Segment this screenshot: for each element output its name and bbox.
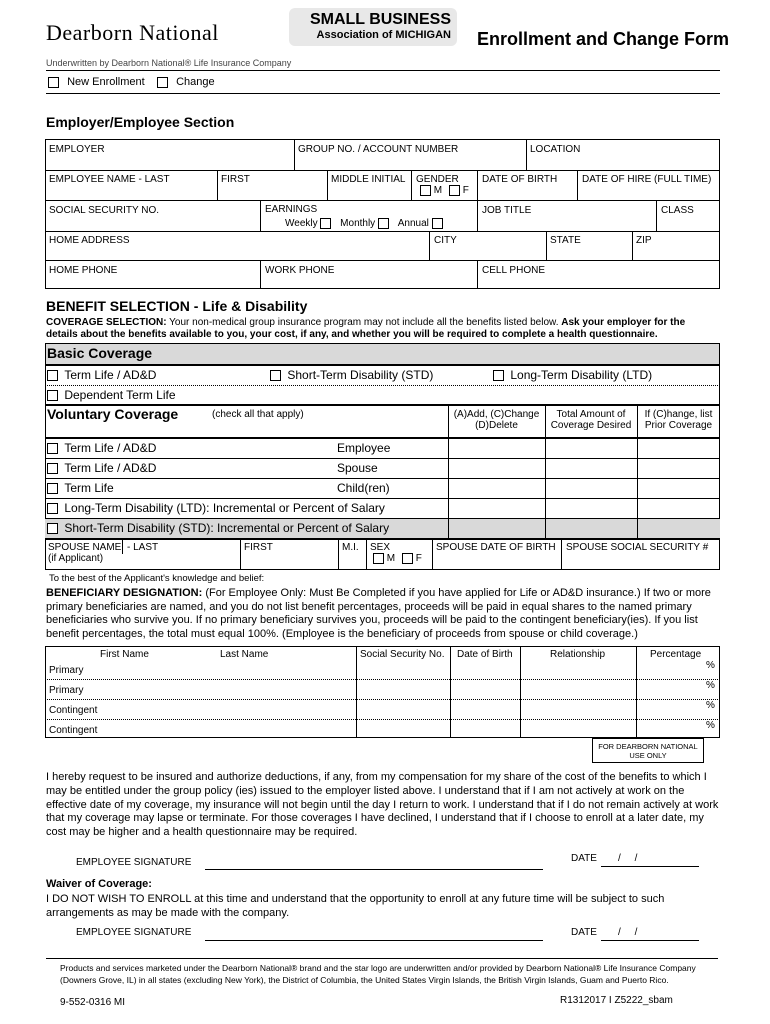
gender-f-label: F <box>462 185 469 197</box>
vol-row-children[interactable] <box>47 481 114 495</box>
logo-text: Dearborn National <box>46 20 219 45</box>
date-line[interactable] <box>601 866 699 867</box>
col-add-line1: (A)Add, (C)Change <box>453 409 540 420</box>
sbam-line2: Association of MICHIGAN <box>316 29 451 41</box>
basic-ltd-label: Long-Term Disability (LTD) <box>510 368 653 382</box>
col-if-header <box>637 409 720 431</box>
footer-text: Products and services marketed under the Dearborn National® brand and the star logo are underwritten and/or provided by Dearborn National® Life Insurance Company (Downers Grove, IL) in all states (excluding New York), the District of Columbia, the United States Virgin Islands, the British Virgin Islands, Guam and Puerto Rico. <box>60 963 696 985</box>
spouse-sex-label: SEX <box>370 542 391 553</box>
ben-header-last: Last Name <box>220 649 269 660</box>
weekly-label: Weekly <box>285 218 318 230</box>
beneficiary-label: BENEFICIARY DESIGNATION: <box>46 587 203 599</box>
ben-header-first: First Name <box>100 649 149 660</box>
underwritten-line: Underwritten by Dearborn National® Life Insurance Company <box>46 58 292 68</box>
weekly-checkbox[interactable] <box>320 218 331 229</box>
basic-ltd-checkbox[interactable] <box>493 370 504 381</box>
voluntary-title: Voluntary Coverage <box>47 406 179 422</box>
vol-children-label: Term Life <box>64 481 114 495</box>
sbam-line1: SMALL BUSINESS <box>309 11 451 28</box>
annual-label: Annual <box>397 218 429 230</box>
dn-use-line1: FOR DEARBORN NATIONAL <box>598 742 698 751</box>
change-checkbox[interactable] <box>157 77 168 88</box>
monthly-checkbox[interactable] <box>378 218 389 229</box>
vol-row-spouse[interactable] <box>47 461 156 475</box>
employee-signature-label: EMPLOYEE SIGNATURE <box>76 857 192 868</box>
ben-row-3-label[interactable]: Contingent <box>49 705 98 716</box>
basic-term-life-option[interactable] <box>47 368 156 382</box>
coverage-label: COVERAGE SELECTION: <box>46 317 167 328</box>
employer-field[interactable]: EMPLOYER <box>49 144 105 155</box>
dn-use-only-box <box>592 738 704 763</box>
waiver-date-label: DATE <box>571 927 597 938</box>
ben-header-ssn: Social Security No. <box>360 649 445 660</box>
change-option[interactable] <box>157 76 215 88</box>
col-if-line2: Prior Coverage <box>644 420 713 431</box>
doh-field[interactable]: DATE OF HIRE (FULL TIME) <box>582 174 712 185</box>
basic-coverage-title: Basic Coverage <box>47 345 153 361</box>
employer-section-title: Employer/Employee Section <box>46 114 235 130</box>
beneficiary-text <box>46 587 718 641</box>
waiver-title: Waiver of Coverage: <box>46 878 152 890</box>
location-field[interactable]: LOCATION <box>530 144 581 155</box>
date-label: DATE <box>571 853 597 864</box>
earnings-frequency <box>285 218 443 229</box>
gender-options <box>420 185 469 196</box>
benefit-title: BENEFIT SELECTION - Life & Disability <box>46 298 308 314</box>
basic-term-life-label: Term Life / AD&D <box>64 368 157 382</box>
vol-children-checkbox[interactable] <box>47 483 58 494</box>
new-enrollment-option[interactable] <box>48 76 145 88</box>
spouse-last-label: - LAST <box>127 542 159 553</box>
ben-row-3-pct: % <box>706 700 715 711</box>
col-add-header <box>448 409 545 431</box>
col-total-header <box>545 409 637 431</box>
gender-m-checkbox[interactable] <box>420 185 431 196</box>
ben-header-relationship: Relationship <box>550 649 606 660</box>
new-enrollment-checkbox[interactable] <box>48 77 59 88</box>
ben-row-2-pct: % <box>706 680 715 691</box>
col-total-line2: Coverage Desired <box>550 420 632 431</box>
monthly-label: Monthly <box>340 218 376 230</box>
vol-row-std[interactable] <box>47 521 389 535</box>
zip-field[interactable]: ZIP <box>636 235 652 246</box>
beneficiary-body: (For Employee Only: Must Be Completed if you have applied for Life or AD&D insurance.) If two or more primary beneficiaries are named, and you do not list benefit percentages, proceeds will be paid in equal shares to the named primary beneficiaries who survive you. If no primary beneficiary survives you, proceeds will be paid to the contingent beneficiary(ies). If you list benefit percentages, the total must equal 100%. (Employee is the beneficiary of proceeds from spouse or child coverage.) <box>46 587 711 640</box>
ben-row-1-label[interactable]: Primary <box>49 665 84 676</box>
ssn-field[interactable]: SOCIAL SECURITY NO. <box>49 205 160 216</box>
home-address-field[interactable]: HOME ADDRESS <box>49 235 130 246</box>
ben-row-2-label[interactable]: Primary <box>49 685 84 696</box>
employee-last-field[interactable]: EMPLOYEE NAME - LAST <box>49 174 170 185</box>
dn-use-line2: USE ONLY <box>629 751 667 760</box>
basic-ltd-option[interactable] <box>493 368 652 382</box>
vol-std-checkbox[interactable] <box>47 523 58 534</box>
vol-ltd-label: Long-Term Disability (LTD): Incremental or Percent of Salary <box>64 501 385 515</box>
vol-spouse-who: Spouse <box>337 461 378 475</box>
waiver-signature-label: EMPLOYEE SIGNATURE <box>76 927 192 938</box>
vol-row-ltd[interactable] <box>47 501 385 515</box>
cell-phone-field[interactable]: CELL PHONE <box>482 265 545 276</box>
waiver-text: I DO NOT WISH TO ENROLL at this time and understand that the opportunity to enroll at any future time will be subject to such arrangements as may be made with the company. <box>46 893 665 919</box>
waiver-date-line[interactable] <box>601 940 699 941</box>
col-add-line2: (D)Delete <box>475 420 518 431</box>
job-title-field[interactable]: JOB TITLE <box>482 205 532 216</box>
basic-dep-term-option[interactable] <box>47 388 176 402</box>
ben-row-1-pct: % <box>706 660 715 671</box>
spouse-f-label: F <box>415 553 422 565</box>
authorization-text: I hereby request to be insured and authorize deductions, if any, from my compensation for my share of the cost of the benefits to which I may be entitled under the group policy (ies) issued to the employer listed above. I understand that if I am not actively at work on the effective date of my coverage, my insurance will not begin until the day I return to work. I understand that if I do not remain actively at work that my coverage may lapse or terminate. For those coverages I have declined, I understand that if I choose to enroll at a later date, my cost may be higher and a health questionnaire may be required. <box>46 771 719 839</box>
form-title: Enrollment and Change Form <box>477 29 730 49</box>
spouse-sex-options <box>373 553 422 564</box>
basic-std-label: Short-Term Disability (STD) <box>287 368 434 382</box>
vol-ltd-checkbox[interactable] <box>47 503 58 514</box>
vol-children-who: Child(ren) <box>337 481 390 495</box>
group-no-field[interactable]: GROUP NO. / ACCOUNT NUMBER <box>298 144 459 155</box>
col-if-line1: If (C)hange, list <box>644 409 713 420</box>
gender-m-label: M <box>433 185 443 197</box>
vol-employee-label: Term Life / AD&D <box>64 441 157 455</box>
ben-row-4-pct: % <box>706 720 715 731</box>
class-field[interactable]: CLASS <box>661 205 694 216</box>
check-all-label: (check all that apply) <box>212 409 304 420</box>
home-phone-field[interactable]: HOME PHONE <box>49 265 118 276</box>
first-name-field[interactable]: FIRST <box>221 174 250 185</box>
spouse-first-field[interactable]: FIRST <box>244 542 273 553</box>
ben-row-4-label[interactable]: Contingent <box>49 725 98 736</box>
vol-spouse-label: Term Life / AD&D <box>64 461 157 475</box>
spouse-m-checkbox[interactable] <box>373 553 384 564</box>
spouse-m-label: M <box>386 553 396 565</box>
vol-employee-who: Employee <box>337 441 391 455</box>
spouse-dob-field[interactable]: SPOUSE DATE OF BIRTH <box>436 542 556 553</box>
ben-header-percentage: Percentage <box>650 649 702 660</box>
form-number: 9-552-0316 MI <box>60 997 126 1008</box>
spouse-if-label: (if Applicant) <box>48 553 104 564</box>
spouse-name-label[interactable]: SPOUSE NAME <box>48 542 122 553</box>
dearborn-logo <box>46 20 219 46</box>
beneficiary-intro: To the best of the Applicant's knowledge and belief: <box>49 573 265 584</box>
vol-row-employee[interactable] <box>47 441 156 455</box>
waiver-signature-line[interactable] <box>205 940 543 941</box>
col-total-line1: Total Amount of <box>556 409 626 420</box>
basic-term-life-checkbox[interactable] <box>47 370 58 381</box>
spouse-f-checkbox[interactable] <box>402 553 413 564</box>
date-slashes: / / <box>618 853 638 864</box>
coverage-bold: Ask your employer for the details about the benefits available to you, your cost, if any, and whether you will be required to complete a health questionnaire. <box>46 317 686 340</box>
dob-field[interactable]: DATE OF BIRTH <box>482 174 558 185</box>
work-phone-field[interactable]: WORK PHONE <box>265 265 335 276</box>
coverage-text: Your non-medical group insurance program may not include all the benefits listed below. <box>166 317 562 328</box>
new-enrollment-label: New Enrollment <box>67 76 145 88</box>
form-ref: R1312017 I Z5222_sbam <box>560 995 673 1006</box>
spouse-mi-field[interactable]: M.I. <box>342 542 359 553</box>
basic-dep-term-label: Dependent Term Life <box>64 388 176 402</box>
waiver-date-slashes: / / <box>618 927 638 938</box>
earnings-field[interactable]: EARNINGS <box>265 204 318 215</box>
employee-signature-line[interactable] <box>205 869 543 870</box>
spouse-ssn-field[interactable]: SPOUSE SOCIAL SECURITY # <box>566 542 709 553</box>
gender-f-checkbox[interactable] <box>449 185 460 196</box>
basic-std-checkbox[interactable] <box>270 370 281 381</box>
change-label: Change <box>176 76 215 88</box>
vol-std-label: Short-Term Disability (STD): Incremental or Percent of Salary <box>64 521 390 535</box>
ben-header-dob: Date of Birth <box>457 649 513 660</box>
coverage-selection-text <box>46 317 716 341</box>
vol-spouse-checkbox[interactable] <box>47 463 58 474</box>
middle-initial-field[interactable]: MIDDLE INITIAL <box>331 174 406 185</box>
city-field[interactable]: CITY <box>434 235 457 246</box>
state-field[interactable]: STATE <box>550 235 581 246</box>
gender-label: GENDER <box>416 174 459 185</box>
annual-checkbox[interactable] <box>432 218 443 229</box>
basic-std-option[interactable] <box>270 368 433 382</box>
vol-employee-checkbox[interactable] <box>47 443 58 454</box>
basic-dep-term-checkbox[interactable] <box>47 390 58 401</box>
sbam-logo <box>289 8 457 46</box>
